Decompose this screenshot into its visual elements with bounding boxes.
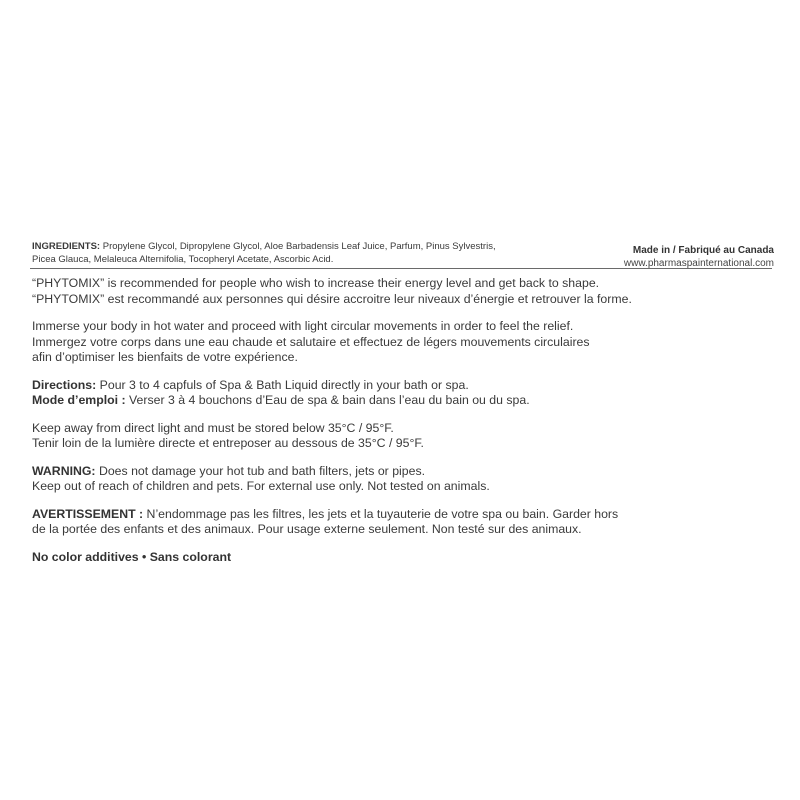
storage-fr: Tenir loin de la lumière directe et entreposer au dessous de 35°C / 95°F. bbox=[32, 436, 424, 450]
directions-en bbox=[32, 378, 772, 394]
warning-paragraph bbox=[32, 464, 772, 495]
ingredients-line-1 bbox=[32, 240, 532, 253]
avertissement-paragraph bbox=[32, 507, 772, 538]
immerse-paragraph bbox=[32, 319, 772, 366]
ingredients-list-1: Propylene Glycol, Dipropylene Glycol, Aloe Barbadensis Leaf Juice, Parfum, Pinus Sylvestris, bbox=[100, 241, 496, 252]
no-color-additives: No color additives • Sans colorant bbox=[32, 549, 232, 564]
intro-paragraph bbox=[32, 276, 772, 307]
warning-line-2: Keep out of reach of children and pets. For external use only. Not tested on animals. bbox=[32, 479, 490, 493]
warning-line-1 bbox=[32, 464, 772, 480]
made-in-text: Made in / Fabriqué au Canada bbox=[632, 245, 774, 256]
mode-emploi-label: Mode d’emploi : bbox=[32, 393, 126, 407]
avertissement-label: AVERTISSEMENT : bbox=[32, 506, 144, 521]
intro-fr: “PHYTOMIX” est recommandé aux personnes qui désire accroitre leur niveaux d’énergie et retrouver la forme. bbox=[32, 291, 632, 306]
ingredients-line-2: Picea Glauca, Melaleuca Alternifolia, Tocopheryl Acetate, Ascorbic Acid. bbox=[32, 254, 334, 265]
ingredients-block bbox=[32, 240, 532, 266]
mode-emploi-text: Verser 3 à 4 bouchons d’Eau de spa & bain dans l’eau du bain ou du spa. bbox=[125, 393, 530, 407]
directions-label: Directions: bbox=[32, 377, 97, 392]
avertissement-text: N’endommage pas les filtres, les jets et la tuyauterie de votre spa ou bain. Garder hors bbox=[143, 506, 619, 521]
immerse-fr-1: Immergez votre corps dans une eau chaude et salutaire et effectuez de légers mouvements circulaires bbox=[32, 334, 590, 349]
warning-label: WARNING: bbox=[32, 463, 96, 478]
origin-block bbox=[534, 244, 774, 270]
storage-paragraph bbox=[32, 421, 772, 452]
warning-text: Does not damage your hot tub and bath filters, jets or pipes. bbox=[95, 463, 426, 478]
website-url: www.pharmaspainternational.com bbox=[623, 258, 774, 269]
divider-line bbox=[30, 268, 772, 269]
ingredients-heading: INGREDIENTS: bbox=[32, 241, 101, 252]
immerse-fr-2: afin d’optimiser les bienfaits de votre expérience. bbox=[32, 350, 298, 364]
immerse-en: Immerse your body in hot water and proceed with light circular movements in order to feel the relief. bbox=[32, 319, 574, 333]
label-body bbox=[32, 276, 772, 565]
storage-en: Keep away from direct light and must be stored below 35°C / 95°F. bbox=[32, 420, 394, 435]
intro-en: “PHYTOMIX” is recommended for people who wish to increase their energy level and get back to shape. bbox=[32, 276, 600, 290]
directions-paragraph bbox=[32, 378, 772, 409]
directions-text: Pour 3 to 4 capfuls of Spa & Bath Liquid directly in your bath or spa. bbox=[96, 377, 469, 392]
avertissement-line-2: de la portée des enfants et des animaux. Pour usage externe seulement. Non testé sur des animaux. bbox=[32, 522, 582, 536]
avertissement-line-1 bbox=[32, 507, 772, 523]
directions-fr bbox=[32, 393, 772, 409]
